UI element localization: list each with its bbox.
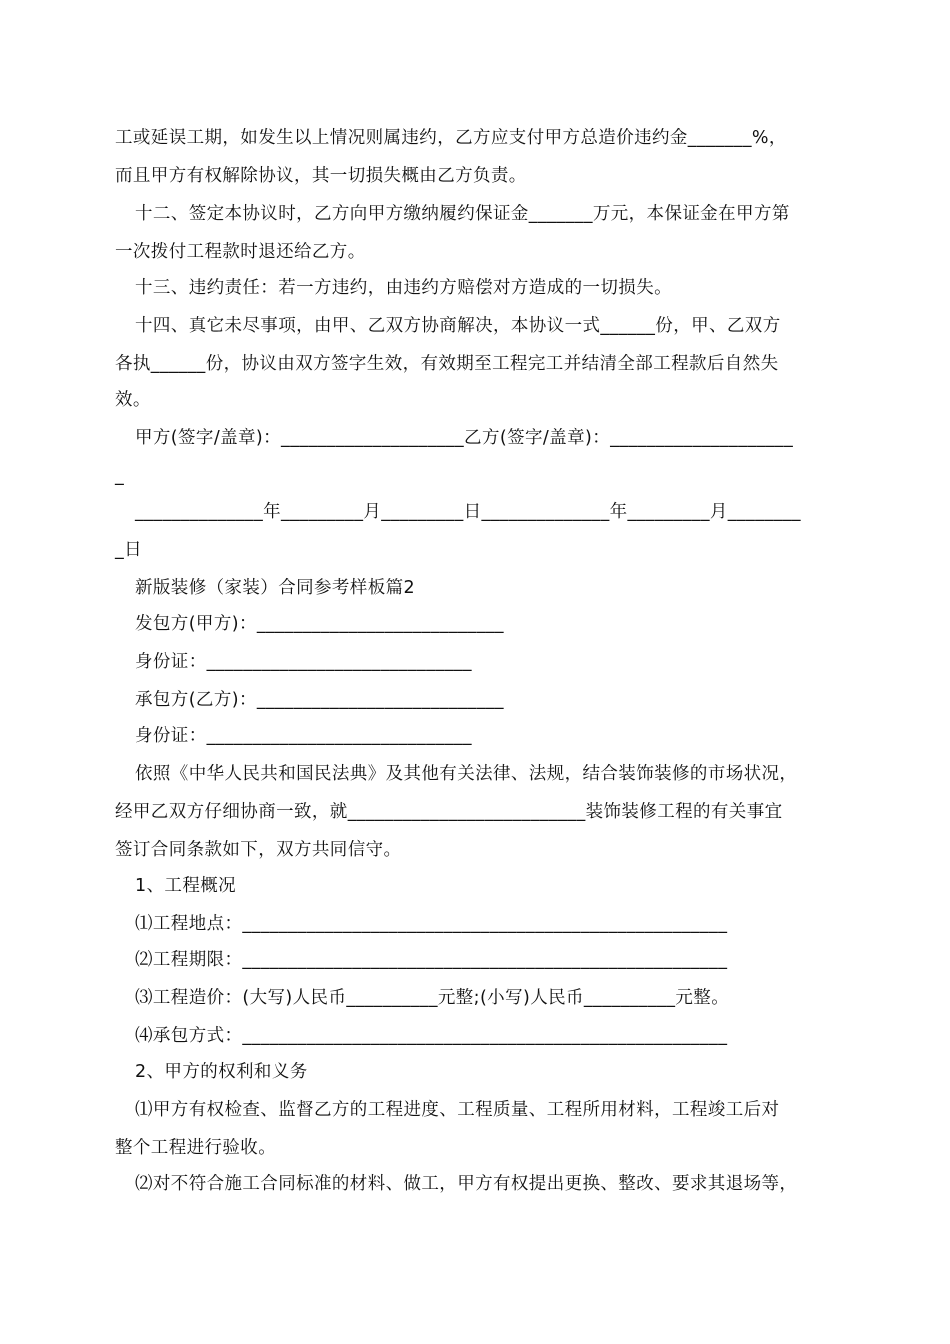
clause-14-line: 十四、真它未尽事项，由甲、乙双方协商解决，本协议一式______份，甲、乙双方	[135, 316, 781, 336]
text-line: 效。	[115, 390, 151, 410]
date-line: ______________年_________月_________日______________年_________月________	[135, 502, 801, 522]
text-line: _日	[115, 540, 143, 560]
rights-item-1: ⑴甲方有权检查、监督乙方的工程进度、工程质量、工程所用材料，工程竣工后对	[135, 1100, 780, 1120]
text-line: 一次拨付工程款时退还给乙方。	[115, 242, 366, 262]
text-line: _	[115, 466, 125, 486]
text-line: 经甲乙双方仔细协商一致，就__________________________装饰装修工程的有关事宜	[115, 802, 783, 822]
heading-project-overview: 1、工程概况	[135, 876, 237, 896]
party-b-id-field: 身份证：_____________________________	[135, 726, 472, 746]
section-title: 新版装修（家装）合同参考样板篇2	[135, 578, 416, 598]
clause-12-line: 十二、签定本协议时，乙方向甲方缴纳履约保证金_______万元，本保证金在甲方第	[135, 204, 790, 224]
text-line: 各执______份，协议由双方签字生效，有效期至工程完工并结清全部工程款后自然失	[115, 354, 779, 374]
contract-method-field: ⑷承包方式：_____________________________________________________	[135, 1026, 728, 1046]
signature-line: 甲方(签字/盖章)：____________________乙方(签字/盖章)：____________________	[135, 428, 794, 448]
clause-13-line: 十三、违约责任：若一方违约，由违约方赔偿对方造成的一切损失。	[135, 278, 672, 298]
text-line: 工或延误工期，如发生以上情况则属违约，乙方应支付甲方总造价违约金_______%，	[115, 128, 787, 148]
rights-item-2: ⑵对不符合施工合同标准的材料、做工，甲方有权提出更换、整改、要求其退场等，	[135, 1174, 798, 1194]
text-line: 而且甲方有权解除协议，其一切损失概由乙方负责。	[115, 166, 527, 186]
intro-paragraph-line: 依照《中华人民共和国民法典》及其他有关法律、法规，结合装饰装修的市场状况，	[135, 764, 798, 784]
heading-party-a-rights: 2、甲方的权利和义务	[135, 1062, 308, 1082]
party-a-id-field: 身份证：_____________________________	[135, 652, 472, 672]
project-period-field: ⑵工程期限：_____________________________________________________	[135, 950, 728, 970]
project-cost-field: ⑶工程造价：(大写)人民币__________元整;(小写)人民币__________元整。	[135, 988, 730, 1008]
project-location-field: ⑴工程地点：_____________________________________________________	[135, 914, 728, 934]
text-line: 整个工程进行验收。	[115, 1138, 277, 1158]
party-a-field: 发包方(甲方)：___________________________	[135, 614, 504, 634]
party-b-field: 承包方(乙方)：___________________________	[135, 690, 504, 710]
text-line: 签订合同条款如下，双方共同信守。	[115, 840, 402, 860]
